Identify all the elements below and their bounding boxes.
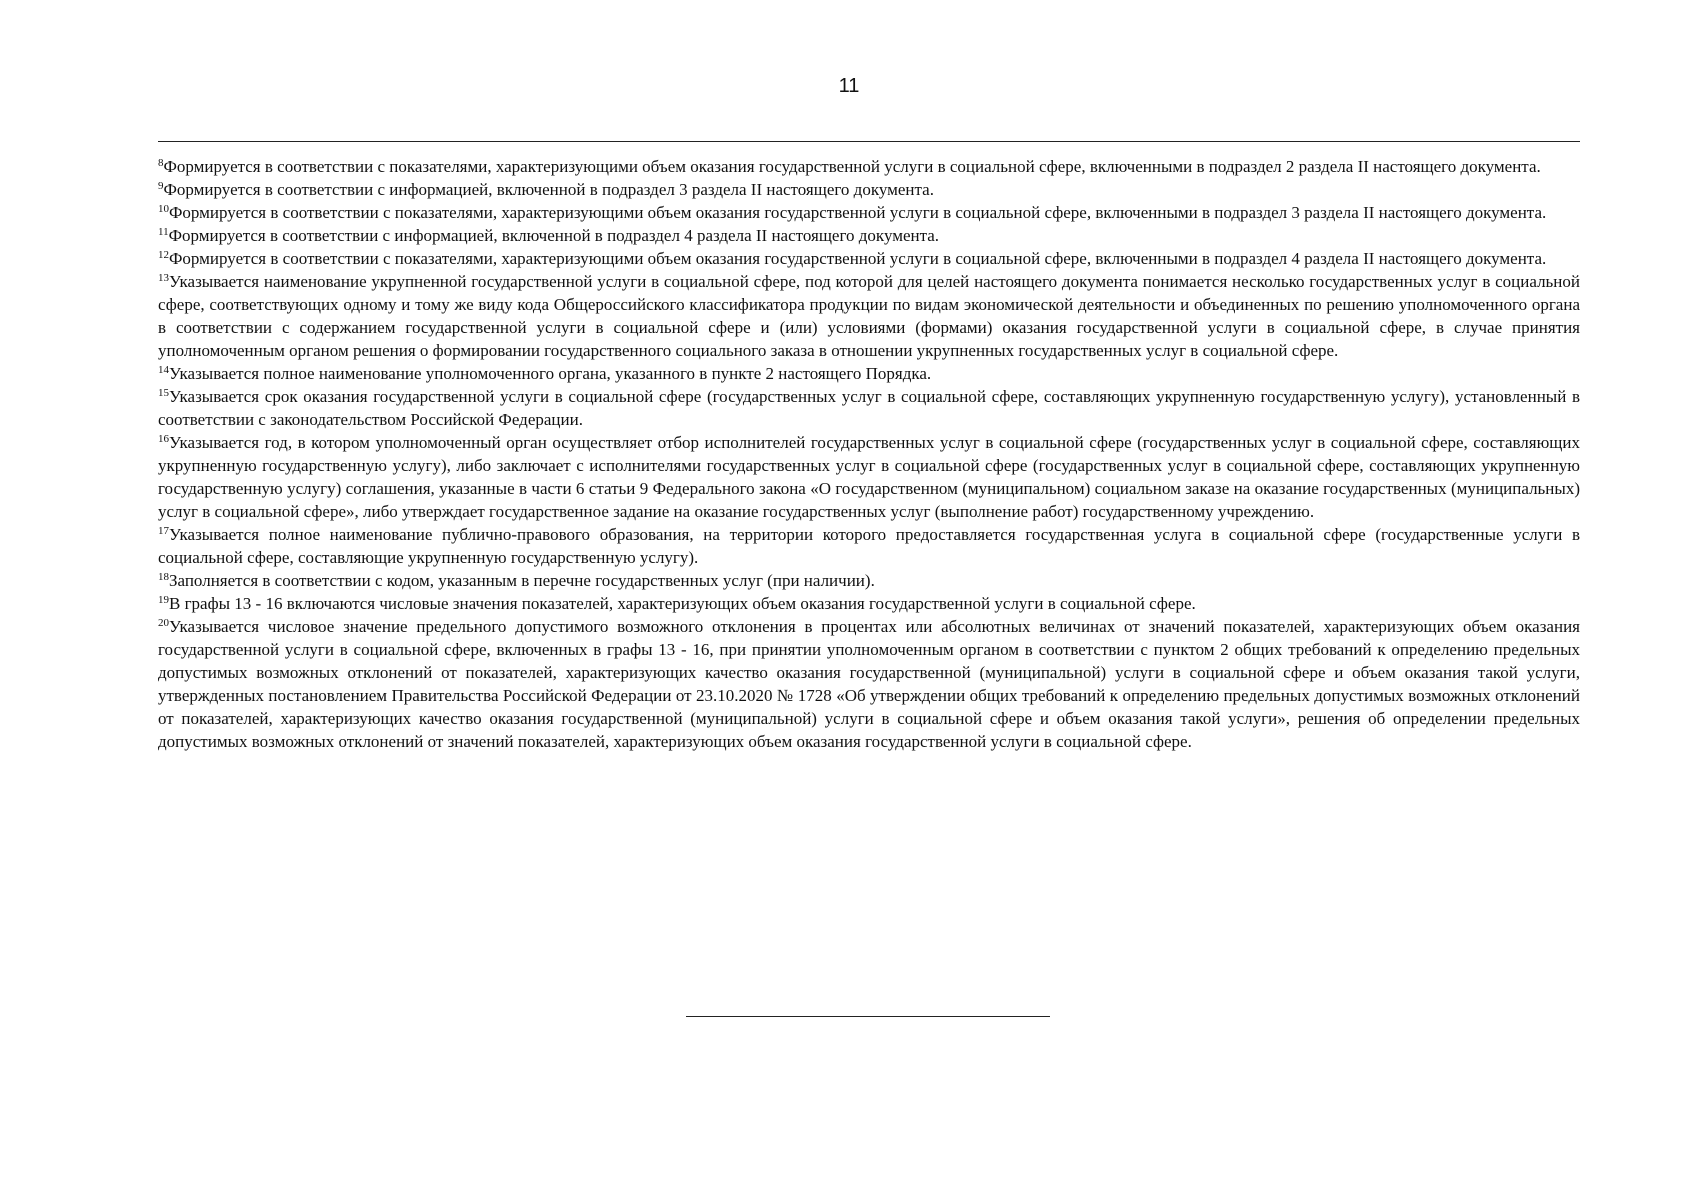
- footnote-13: [158, 270, 1580, 362]
- footnote-mark: 10: [158, 203, 169, 215]
- footnote-mark: 17: [158, 525, 169, 537]
- footnote-15: [158, 385, 1580, 431]
- footnote-text: Указывается год, в котором уполномоченный орган осуществляет отбор исполнителей государственных услуг в социальной сфере (государственных услуг в социальной сфере, составляющих укрупненную государственную услугу), либо заключает с исполнителями государственных услуг в социальной сфере (государственных услуг в социальной сфере, составляющих укрупненную государственную услугу) соглашения, указанные в части 6 статьи 9 Федерального закона «О государственном (муниципальном) социальном заказе на оказание государственных (муниципальных) услуг в социальной сфере», либо утверждает государственное задание на оказание государственных услуг (выполнение работ) государственному учреждению.: [158, 433, 1580, 521]
- footnote-mark: 13: [158, 272, 169, 284]
- footnote-mark: 9: [158, 180, 164, 192]
- footnote-mark: 20: [158, 617, 169, 629]
- footnote-17: [158, 523, 1580, 569]
- footnote-separator-line: [158, 141, 1580, 142]
- footnote-text: Формируется в соответствии с показателями, характеризующими объем оказания государственной услуги в социальной сфере, включенными в подраздел 4 раздела II настоящего документа.: [169, 249, 1547, 268]
- footnote-mark: 15: [158, 387, 169, 399]
- footnote-text: Указывается полное наименование публично-правового образования, на территории которого предоставляется государственная услуга в социальной сфере (государственные услуги в социальной сфере, составляющие укрупненную государственную услугу).: [158, 525, 1580, 567]
- footnotes-section: [158, 155, 1580, 753]
- footnote-mark: 16: [158, 433, 169, 445]
- footnote-9: [158, 178, 1580, 201]
- footnote-mark: 19: [158, 594, 169, 606]
- footnote-text: В графы 13 - 16 включаются числовые значения показателей, характеризующих объем оказания государственной услуги в социальной сфере.: [169, 594, 1196, 613]
- footnote-text: Формируется в соответствии с информацией, включенной в подраздел 3 раздела II настоящего документа.: [163, 180, 934, 199]
- page-number: 11: [838, 75, 860, 97]
- footnote-11: [158, 224, 1580, 247]
- footnote-text: Указывается числовое значение предельного допустимого возможного отклонения в процентах или абсолютных величинах от значений показателей, характеризующих объем оказания государственной услуги в социальной сфере, включенных в графы 13 - 16, при принятии уполномоченным органом в соответствии с пунктом 2 общих требований к определению предельных допустимых возможных отклонений от показателей, характеризующих качество оказания государственной (муниципальной) услуги в социальной сфере и объем оказания такой услуги, утвержденных постановлением Правительства Российской Федерации от 23.10.2020 № 1728 «Об утверждении общих требований к определению предельных допустимых возможных отклонений от показателей, характеризующих качество оказания государственной (муниципальной) услуги в социальной сфере и объем оказания такой услуги», решения об определении предельных допустимых возможных отклонений от значений показателей, характеризующих объем оказания государственной услуги в социальной сфере.: [158, 617, 1580, 751]
- footnote-text: Указывается полное наименование уполномоченного органа, указанного в пункте 2 настоящего Порядка.: [169, 364, 932, 383]
- footnote-text: Формируется в соответствии с информацией, включенной в подраздел 4 раздела II настоящего документа.: [168, 226, 940, 245]
- footnote-mark: 18: [158, 571, 169, 583]
- footnote-14: [158, 362, 1580, 385]
- footnote-text: Формируется в соответствии с показателями, характеризующими объем оказания государственной услуги в социальной сфере, включенными в подраздел 3 раздела II настоящего документа.: [169, 203, 1547, 222]
- footnote-18: [158, 569, 1580, 592]
- footnote-text: Указывается срок оказания государственной услуги в социальной сфере (государственных услуг в социальной сфере, составляющих укрупненную государственную услугу), установленный в соответствии с законодательством Российской Федерации.: [158, 387, 1580, 429]
- footnote-mark: 12: [158, 249, 169, 261]
- footnote-19: [158, 592, 1580, 615]
- document-end-line: [686, 1016, 1050, 1017]
- footnote-text: Формируется в соответствии с показателями, характеризующими объем оказания государственной услуги в социальной сфере, включенными в подраздел 2 раздела II настоящего документа.: [163, 157, 1541, 176]
- footnote-mark: 14: [158, 364, 169, 376]
- footnote-8: [158, 155, 1580, 178]
- footnote-10: [158, 201, 1580, 224]
- footnote-text: Указывается наименование укрупненной государственной услуги в социальной сфере, под которой для целей настоящего документа понимается несколько государственных услуг в социальной сфере, соответствующих одному и тому же виду кода Общероссийского классификатора продукции по видам экономической деятельности и объединенных по решению уполномоченного органа в соответствии с содержанием государственной услуги в социальной сфере и (или) условиями (формами) оказания государственной услуги в социальной сфере, в случае принятия уполномоченным органом решения о формировании государственного социального заказа в отношении укрупненных государственных услуг в социальной сфере.: [158, 272, 1580, 360]
- footnote-12: [158, 247, 1580, 270]
- footnote-16: [158, 431, 1580, 523]
- footnote-text: Заполняется в соответствии с кодом, указанным в перечне государственных услуг (при наличии).: [169, 571, 875, 590]
- footnote-mark: 11: [158, 226, 169, 238]
- footnote-mark: 8: [158, 157, 164, 169]
- footnote-20: [158, 615, 1580, 753]
